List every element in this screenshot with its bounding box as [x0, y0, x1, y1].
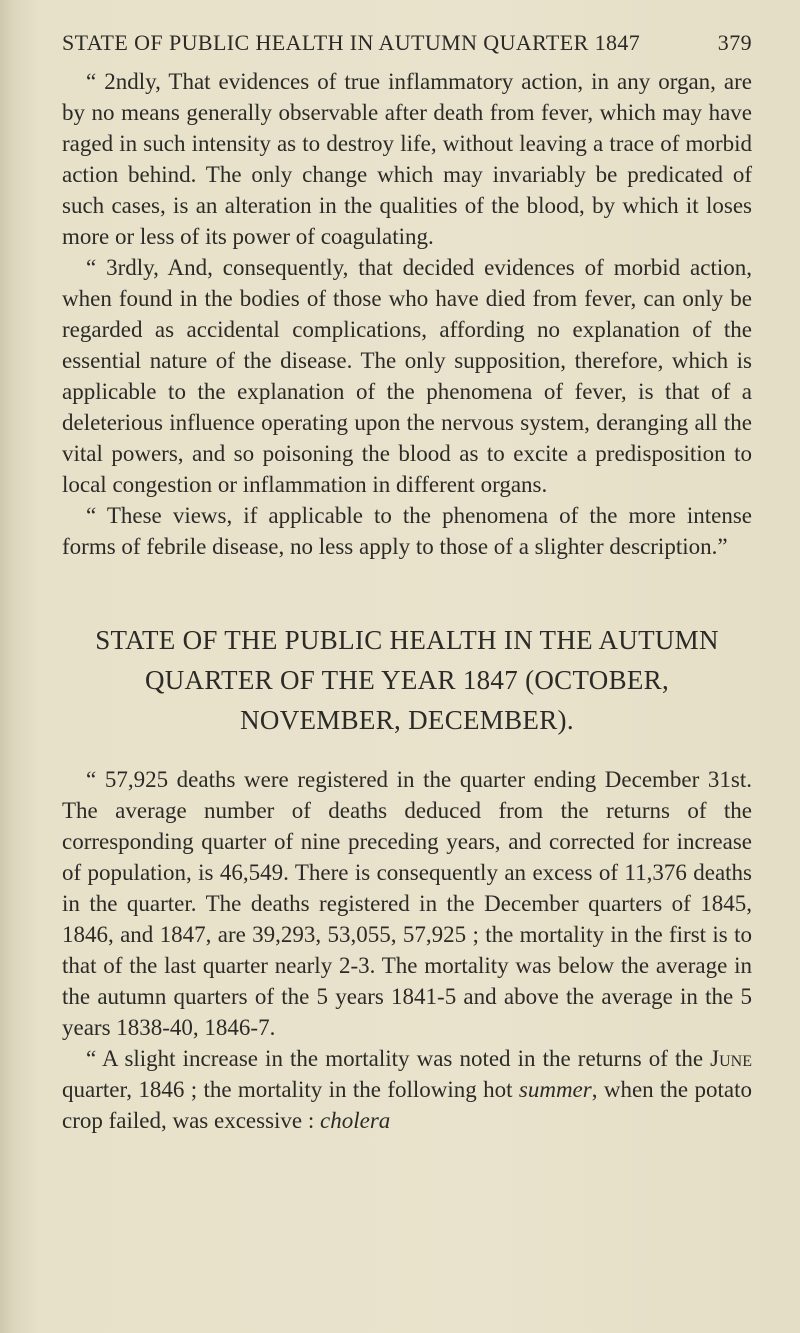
paragraph-slight-increase — [62, 1043, 752, 1136]
text-run-summer: summer — [518, 1077, 592, 1102]
paragraph-deaths-registered: “ 57,925 deaths were registered in the quarter ending December 31st. The average number of deaths deduced from the returns of the corresponding quarter of nine preceding years, and corrected for increase of population, is 46,549. There is consequently an excess of 11,376 deaths in the quarter. The deaths registered in the December quarters of 1845, 1846, and 1847, are 39,293, 53,055, 57,925 ; the mortality in the first is to that of the last quarter nearly 2-3. The mortality was below the average in the autumn quarters of the 5 years 1841-5 and above the average in the 5 years 1838-40, 1846-7. — [62, 767, 752, 1040]
section-heading-line-3: NOVEMBER, DECEMBER). — [240, 705, 574, 735]
section-heading-line-1: STATE OF THE PUBLIC HEALTH IN THE AUTUMN — [95, 625, 719, 655]
paragraph-thirdly: “ 3rdly, And, consequently, that decided evidences of morbid action, when found in the bodies of those who have died from fever, can only be regarded as accidental complications, affording no explanation of the essential nature of the disease. The only supposition, therefore, which is applicable to the explanation of the phenomena of fever, is that of a deleterious influence operating upon the nervous system, deranging all the vital powers, and so poisoning the blood as to excite a predisposition to local congestion or inflammation in different organs. — [62, 255, 752, 497]
paragraph-views: “ These views, if applicable to the phenomena of the more intense forms of febrile disease, no less apply to those of a slighter description.” — [62, 503, 752, 559]
text-run-june: June — [710, 1046, 752, 1071]
text-run-cholera: cholera — [320, 1108, 391, 1133]
section-heading-line-2: QUARTER OF THE YEAR 1847 (OCTOBER, — [144, 665, 670, 695]
paragraph-secondly: “ 2ndly, That evidences of true inflammatory action, in any organ, are by no means generally observable after death from fever, which may have raged in such intensity as to destroy life, without leaving a trace of morbid action behind. The only change which may invariably be predicated of such cases, is an alteration in the qualities of the blood, by which it loses more or less of its power of coagulating. — [62, 69, 752, 249]
text-run: , when the potato crop failed, was excessive : — [62, 1077, 752, 1133]
running-head-title: STATE OF PUBLIC HEALTH IN AUTUMN QUARTER 1847 — [62, 30, 641, 55]
body-text — [62, 66, 752, 1136]
text-run: quarter, 1846 ; the mortality in the following hot — [62, 1077, 519, 1102]
text-run: “ A slight increase in the mortality was noted in the returns of the — [86, 1046, 711, 1071]
page-number: 379 — [717, 30, 752, 55]
section-heading — [62, 620, 752, 740]
running-head — [62, 30, 752, 60]
